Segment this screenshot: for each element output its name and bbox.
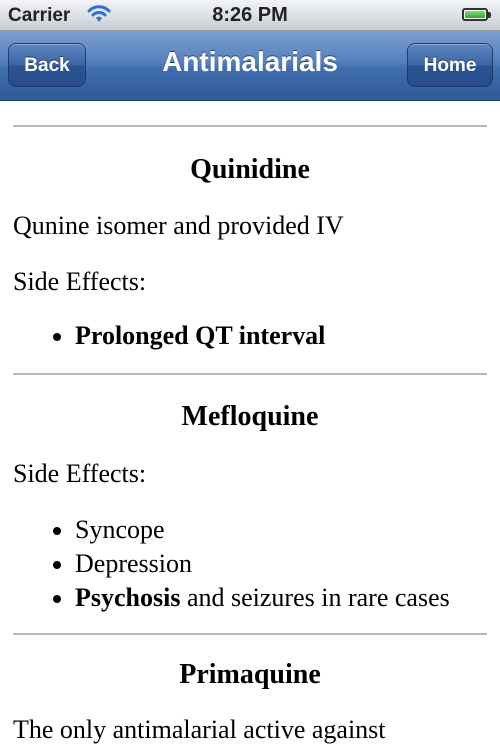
- side-effects-label: Side Effects:: [13, 267, 147, 296]
- list-item: • Syncope: [75, 513, 487, 547]
- status-bar: [0, 0, 500, 31]
- side-effects-label: Side Effects:: [13, 459, 147, 488]
- page-title: Antimalarials: [162, 46, 338, 77]
- drug-title-quinidine: Quinidine: [190, 154, 310, 185]
- battery-tip: [488, 12, 491, 18]
- battery-icon: [462, 8, 488, 21]
- list-item: • Depression: [75, 547, 487, 581]
- side-effects-list: [13, 513, 487, 615]
- drug-title-primaquine: Primaquine: [179, 659, 321, 690]
- navigation-bar: [0, 31, 500, 101]
- carrier-label: Carrier: [8, 5, 71, 26]
- home-button[interactable]: Home: [407, 43, 493, 87]
- drug-description: Qunine isomer and provided IV: [13, 211, 344, 240]
- back-button[interactable]: Back: [8, 43, 86, 87]
- content-area[interactable]: [13, 100, 487, 745]
- drug-description: The only antimalarial active against: [13, 715, 386, 744]
- status-time: 8:26 PM: [212, 4, 288, 26]
- side-effects-list: [13, 319, 487, 353]
- battery-level: [465, 11, 485, 18]
- list-item: • Psychosis and seizures in rare cases: [75, 581, 487, 615]
- list-item: • Prolonged QT interval: [75, 319, 487, 353]
- drug-title-mefloquine: Mefloquine: [181, 401, 319, 432]
